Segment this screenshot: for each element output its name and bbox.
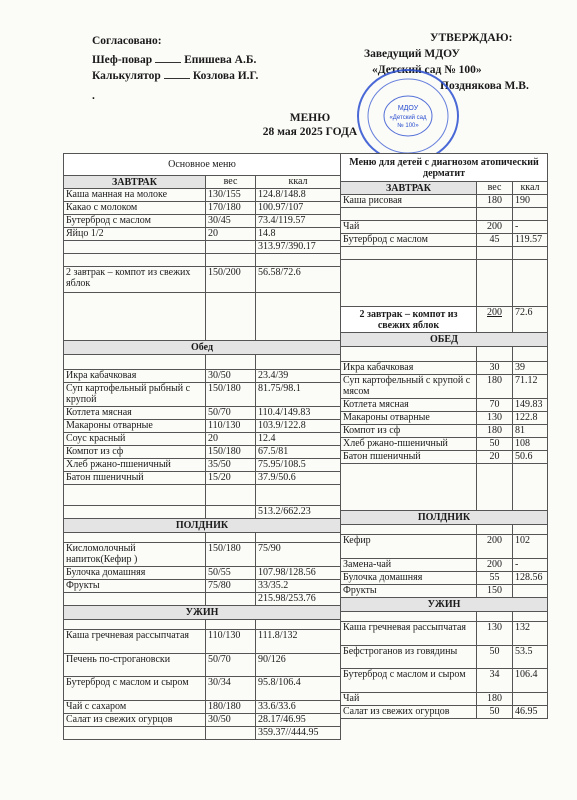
dermatitis-menu-table	[340, 153, 548, 719]
kcal-cell: 12.4	[256, 433, 341, 446]
kcal-cell	[513, 208, 548, 221]
table-row: Печень по-строгановски	[64, 654, 206, 677]
table-row: Каша манная на молоке	[64, 189, 206, 202]
weight-cell: 30	[477, 362, 513, 375]
weight-cell: 180	[477, 375, 513, 399]
kcal-cell	[513, 585, 548, 598]
table-row: Чай с сахаром	[64, 701, 206, 714]
weight-cell: 30/50	[206, 714, 256, 727]
weight-cell: 180/180	[206, 701, 256, 714]
weight-cell: 150	[477, 585, 513, 598]
table-row: Каша рисовая	[341, 195, 477, 208]
table-row: Хлеб ржано-пшеничный	[64, 459, 206, 472]
table-row: Компот из сф	[341, 425, 477, 438]
kcal-cell: 122.8	[513, 412, 548, 425]
kcal-cell: 81.75/98.1	[256, 383, 341, 407]
table-row: Суп картофельный рыбный с крупой	[64, 383, 206, 407]
kcal-column-header: ккал	[256, 176, 341, 189]
kcal-cell: 50.6	[513, 451, 548, 464]
table-row: Макароны отварные	[64, 420, 206, 433]
chef-name: Епишева А.Б.	[184, 54, 257, 66]
kcal-cell: 119.57	[513, 234, 548, 247]
weight-cell: 110/130	[206, 420, 256, 433]
table-row: Бутерброд с маслом	[341, 234, 477, 247]
weight-cell: 20	[477, 451, 513, 464]
table-row: Салат из свежих огурцов	[341, 706, 477, 719]
kcal-cell	[513, 693, 548, 706]
table-row: Кисломолочный напиток(Кефир )	[64, 543, 206, 567]
table-row: Фрукты	[64, 580, 206, 593]
weight-cell: 30/50	[206, 370, 256, 383]
table-row: Салат из свежих огурцов	[64, 714, 206, 727]
dinner-total: 359.37//444.95	[256, 727, 341, 740]
weight-column-header: вес	[206, 176, 256, 189]
kcal-cell: 103.9/122.8	[256, 420, 341, 433]
table-row: Замена-чай	[341, 559, 477, 572]
table-row: Бутерброд с маслом и сыром	[341, 669, 477, 693]
kcal-cell: 124.8/148.8	[256, 189, 341, 202]
kcal-cell: 111.8/132	[256, 630, 341, 654]
weight-cell: 180	[477, 195, 513, 208]
kcal-cell: 75.95/108.5	[256, 459, 341, 472]
weight-cell: 180	[477, 693, 513, 706]
weight-cell: 30/34	[206, 677, 256, 701]
kcal-cell: 100.97/107	[256, 202, 341, 215]
kcal-cell: 108	[513, 438, 548, 451]
table-row: Батон пшеничный	[341, 451, 477, 464]
breakfast-heading: ЗАВТРАК	[64, 176, 206, 189]
stray-dot: .	[92, 90, 95, 102]
breakfast-heading: ЗАВТРАК	[341, 182, 477, 195]
table-row: Булочка домашняя	[341, 572, 477, 585]
kcal-cell: 110.4/149.83	[256, 407, 341, 420]
weight-cell: 50	[477, 646, 513, 669]
table-row: Булочка домашняя	[64, 567, 206, 580]
kindergarten-name: «Детский сад № 100»	[372, 64, 482, 76]
lunch-total: 513.2/662.23	[256, 506, 341, 519]
kcal-cell: 56.58/72.6	[256, 267, 341, 293]
weight-column-header: вес	[477, 182, 513, 195]
lunch-heading: ОБЕД	[341, 333, 548, 347]
weight-cell: 150/180	[206, 383, 256, 407]
table-row: Какао с молоком	[64, 202, 206, 215]
table-row: Бутерброд с маслом	[64, 215, 206, 228]
weight-cell: 50/70	[206, 654, 256, 677]
weight-cell: 50	[477, 438, 513, 451]
weight-cell	[477, 208, 513, 221]
weight-cell: 170/180	[206, 202, 256, 215]
calculator-label: Калькулятор	[92, 70, 161, 82]
kcal-cell: 33/35.2	[256, 580, 341, 593]
weight-cell: 75/80	[206, 580, 256, 593]
agreed-label: Согласовано:	[92, 35, 162, 47]
kcal-cell: 81	[513, 425, 548, 438]
breakfast-total: 313.97/390.17	[256, 241, 341, 254]
weight-cell: 200	[477, 535, 513, 559]
weight-cell: 150/180	[206, 446, 256, 459]
chef-label: Шеф-повар	[92, 54, 153, 66]
kcal-cell: 14.8	[256, 228, 341, 241]
kcal-cell: 107.98/128.56	[256, 567, 341, 580]
table-row	[341, 208, 477, 221]
table-row: Чай	[341, 221, 477, 234]
snack-heading: ПОЛДНИК	[341, 511, 548, 525]
weight-cell: 110/130	[206, 630, 256, 654]
menu-date: 28 мая 2025 ГОДА	[262, 126, 358, 138]
second-breakfast: 2 завтрак – компот из свежих яблок	[341, 307, 477, 333]
weight-cell: 130	[477, 622, 513, 646]
table-row: Икра кабачковая	[64, 370, 206, 383]
kcal-cell: 102	[513, 535, 548, 559]
head-name: Позднякова М.В.	[440, 80, 529, 92]
weight-cell: 180	[477, 425, 513, 438]
dermatitis-menu-heading: Меню для детей с диагнозом атопический дерматит	[341, 154, 548, 182]
weight-cell: 30/45	[206, 215, 256, 228]
table-row: Икра кабачковая	[341, 362, 477, 375]
calculator-signature	[164, 68, 190, 79]
weight-cell: 20	[206, 433, 256, 446]
head-title: Заведущий МДОУ	[364, 48, 460, 60]
table-row: Макароны отварные	[341, 412, 477, 425]
table-row: Бутерброд с маслом и сыром	[64, 677, 206, 701]
kcal-cell: 67.5/81	[256, 446, 341, 459]
table-row: Яйцо 1/2	[64, 228, 206, 241]
lunch-heading: Обед	[64, 341, 341, 355]
weight-cell: 55	[477, 572, 513, 585]
table-row: Каша гречневая рассыпчатая	[341, 622, 477, 646]
weight-cell: 130	[477, 412, 513, 425]
calculator-name: Козлова И.Г.	[192, 70, 259, 82]
weight-cell: 150/180	[206, 543, 256, 567]
weight-cell: 150/200	[206, 267, 256, 293]
kcal-cell: 75/90	[256, 543, 341, 567]
weight-cell: 15/20	[206, 472, 256, 485]
kcal-cell: 132	[513, 622, 548, 646]
svg-text:№ 100»: № 100»	[397, 123, 419, 129]
kcal-cell: 190	[513, 195, 548, 208]
kcal-cell: 128.56	[513, 572, 548, 585]
kcal-cell: 28.17/46.95	[256, 714, 341, 727]
weight-cell: 50	[477, 706, 513, 719]
kcal-cell: 33.6/33.6	[256, 701, 341, 714]
weight-cell: 34	[477, 669, 513, 693]
weight-cell: 200	[477, 559, 513, 572]
kcal-cell: -	[513, 221, 548, 234]
kcal-column-header: ккал	[513, 182, 548, 195]
snack-heading: ПОЛДНИК	[64, 519, 341, 533]
table-row: Соус красный	[64, 433, 206, 446]
table-row: Батон пшеничный	[64, 472, 206, 485]
table-row: Каша гречневая рассыпчатая	[64, 630, 206, 654]
kcal-cell: 46.95	[513, 706, 548, 719]
dinner-heading: УЖИН	[341, 598, 548, 612]
table-row: Котлета мясная	[341, 399, 477, 412]
weight-cell: 200	[477, 221, 513, 234]
table-row: Котлета мясная	[64, 407, 206, 420]
kcal-cell: 72.6	[513, 307, 548, 333]
kcal-cell: -	[513, 559, 548, 572]
approve-label: УТВЕРЖДАЮ:	[430, 32, 513, 44]
kcal-cell: 95.8/106.4	[256, 677, 341, 701]
table-row: Бефстроганов из говядины	[341, 646, 477, 669]
official-stamp	[355, 66, 461, 166]
weight-cell: 130/155	[206, 189, 256, 202]
kcal-cell: 37.9/50.6	[256, 472, 341, 485]
kcal-cell: 39	[513, 362, 548, 375]
dinner-heading: УЖИН	[64, 606, 341, 620]
kcal-cell: 106.4	[513, 669, 548, 693]
kcal-cell: 53.5	[513, 646, 548, 669]
chef-line	[92, 52, 256, 66]
calculator-line	[92, 68, 258, 82]
weight-cell: 35/50	[206, 459, 256, 472]
weight-cell: 200	[477, 307, 513, 333]
table-row: Хлеб ржано-пшеничный	[341, 438, 477, 451]
table-row: Фрукты	[341, 585, 477, 598]
weight-cell: 70	[477, 399, 513, 412]
table-row: Кефир	[341, 535, 477, 559]
weight-cell: 20	[206, 228, 256, 241]
kcal-cell: 71.12	[513, 375, 548, 399]
snack-total: 215.98/253.76	[256, 593, 341, 606]
weight-cell: 50/55	[206, 567, 256, 580]
main-menu-heading: Основное меню	[64, 154, 341, 176]
table-row: Чай	[341, 693, 477, 706]
menu-title: МЕНЮ	[289, 112, 331, 124]
table-row: Компот из сф	[64, 446, 206, 459]
second-breakfast: 2 завтрак – компот из свежих яблок	[64, 267, 206, 293]
kcal-cell: 90/126	[256, 654, 341, 677]
svg-text:«Детский сад: «Детский сад	[389, 115, 427, 121]
chef-signature	[155, 52, 181, 63]
weight-cell: 45	[477, 234, 513, 247]
table-row: Суп картофельный с крупой с мясом	[341, 375, 477, 399]
kcal-cell: 23.4/39	[256, 370, 341, 383]
kcal-cell: 149.83	[513, 399, 548, 412]
kcal-cell: 73.4/119.57	[256, 215, 341, 228]
main-menu-table	[63, 153, 341, 740]
svg-text:МДОУ: МДОУ	[397, 105, 419, 112]
weight-cell: 50/70	[206, 407, 256, 420]
